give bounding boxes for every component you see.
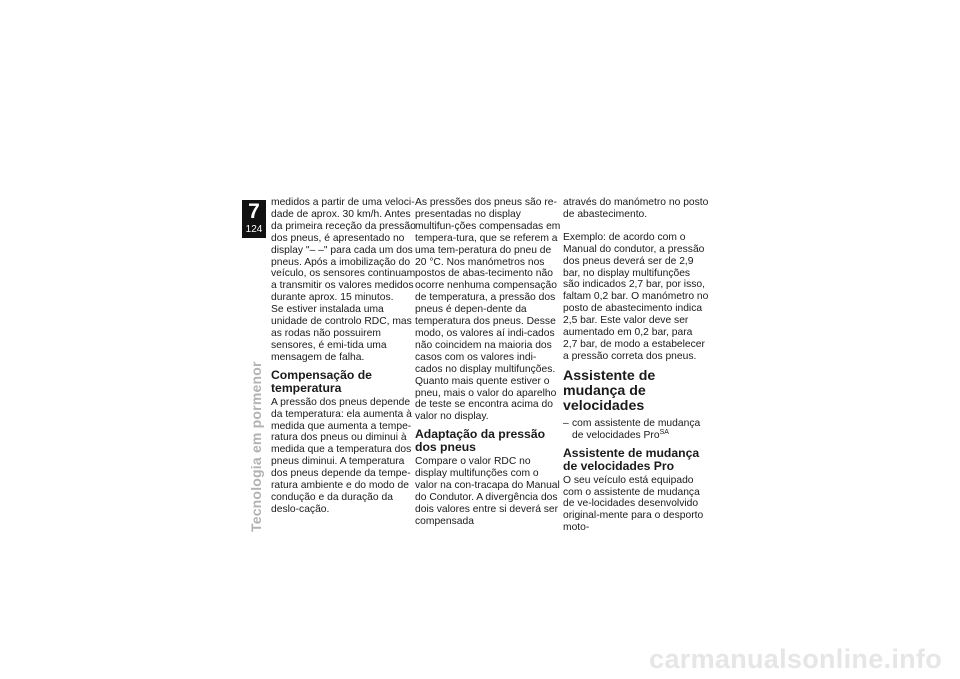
main-heading: Assistente de mudança de velocidades [563,367,656,414]
paragraph: Exemplo: de acordo com o Manual do condutor, a pressão dos pneus deverá ser de 2,9 bar, no display multifunções são indicados 2,7 bar, por isso, faltam 0,2 bar. O manómetro no posto de abastecimento indica 2,5 bar. Este valor deve ser aumentado em 0,2 bar, para 2,7 bar, de modo a estabelecer a pressão correta dos pneus. [563,231,709,362]
paragraph: medidos a partir de uma veloci-dade de aprox. 30 km/h. Antes da primeira receção da pressão dos pneus, é apresentado no display "– –" para cada um dos pneus. Após a imobilização do veículo, os sensores continuam a transmitir os valores medidos durante aprox. 15 minutos. [271,197,416,304]
page-number: 124 [245,224,263,235]
paragraph: A pressão dos pneus depende da temperatura: ela aumenta à medida que aumenta a tempe-ratura dos pneus ou diminui à medida que a temperatura dos pneus diminui. A temperatura dos pneus depende da tempe-ratura ambiente e do modo de condução e da duração da deslo-cação. [271,396,412,515]
chapter-marker [242,200,266,238]
bullet-item [563,418,709,442]
text-column-1 [271,197,417,516]
section-heading: Assistente de mudança de velocidades Pro [563,445,700,473]
bullet-text: com assistente de mudança de velocidades Pro [572,417,701,441]
side-chapter-title: Tecnologia em pormenor [248,361,264,532]
paragraph: Se estiver instalada uma unidade de controlo RDC, mas as rodas não possuirem sensores, é emi-tida uma mensagem de falha. [271,304,412,363]
text-column-3 [563,197,709,534]
section-heading: Adaptação da pressão dos pneus [415,427,546,455]
bullet-dash: – [563,417,569,429]
paragraph: O seu veículo está equipado com o assistente de mudança de ve-locidades desenvolvido original-mente para o desporto moto- [563,474,704,534]
paragraph: As pressões dos pneus são re-presentadas no display multifun-ções compensadas em tempera-tura, que se referem a uma tem-peratura do pneu de 20 °C. Nos manómetros nos postos de abas-tecimento não ocorre nenhuma compensação de temperatura, a pressão dos pneus é depen-dente da temperatura dos pneus. Desse modo, os valores aí indi-cados não coincidem na maioria dos casos com os valores indi-cados no display multifunções. Quanto mais quente estiver o pneu, mais o valor do aparelho de teste se encontra acima do valor no display. [415,197,561,423]
section-heading: Compensação de temperatura [271,367,372,395]
watermark: carmanualsonline.info [649,644,942,674]
chapter-number: 7 [248,200,260,223]
paragraph: Compare o valor RDC no display multifunções com o valor na con-tracapa do Manual do Condutor. A divergência dos dois valores entre si deverá ser compensada [415,456,560,527]
paragraph: através do manómetro no posto de abastecimento. [563,197,709,220]
option-superscript: SA [659,428,669,436]
text-column-2 [415,197,561,528]
